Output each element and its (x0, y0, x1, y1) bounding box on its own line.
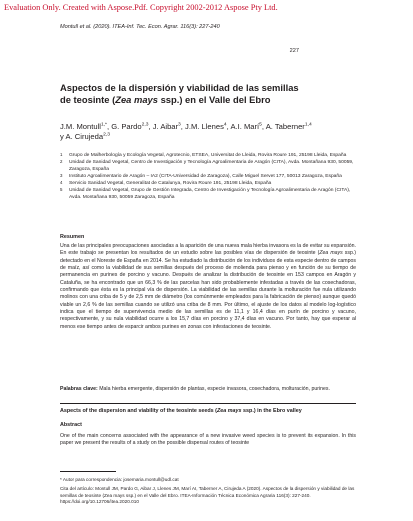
keywords (60, 386, 356, 393)
keywords-text: Mala hierba emergente, dispersión de plantas, especie invasora, cosechadora, molturación, purines. (97, 386, 330, 392)
affiliation-item: 4 Servicio Sanidad Vegetal, Generalitat de Catalunya, Rovira Roure 191, 25198 Lleida, España (60, 180, 272, 186)
author: G. Pardo$^{2,3}$ (111, 122, 149, 131)
author: J.M. Llenes$^4$ (185, 122, 227, 131)
author: A. Cirujeda$^{2,3}$ (65, 131, 110, 141)
page-number: 227 (289, 48, 299, 54)
title-line-2-end: ssp.) en el Valle del Ebro (157, 94, 271, 105)
citation-note: Cita del artículo: Montull JM, Pardo G, Aibar J, Llenes JM, Marí AI, Taberner A, Cirujeda A (2020). Aspectos de la dispersión y viabilidad de las semillas de teosinte (Zea mays ssp.) en el Valle del Ebro. ITEA-Información Técnica Económica Agraria 116(3): 227-240. https://doi.org/10.12706/itea.2020.010 (60, 486, 355, 504)
running-head (60, 24, 356, 54)
title-species: Zea mays (115, 94, 158, 105)
english-title: Aspects of the dispersion and viability of the teosinte seeds (Zea mays ssp.) in the Ebro valley (60, 408, 302, 414)
resumen-heading: Resumen (60, 234, 85, 240)
author: J. Aibar$^3$ (152, 122, 181, 131)
article-title (60, 82, 360, 106)
affiliation-item: 1 Grupo de Malherbología y Ecología Vegetal, Agrotecnio, ETSEA, Universitat de Lleida, Rovira Roure 191, 25198 Lleida, España (60, 152, 347, 158)
author: A.I. Marí$^5$ (230, 122, 262, 131)
keywords-label: Palabras clave: (60, 386, 98, 392)
affiliation-list (60, 152, 360, 201)
evaluation-watermark: Evaluation Only. Created with Aspose.Pdf. Copyright 2002-2012 Aspose Pty Ltd. (4, 3, 278, 12)
corresponding-author-note: * Autor para correspondencia: josemaria.montull@udl.cat (60, 477, 179, 482)
author: J.M. Montull$^{1,*}$ (60, 122, 107, 131)
abstract-heading: Abstract (60, 422, 82, 428)
author: A. Taberner$^{1,4}$ (265, 122, 312, 131)
title-line-1: Aspectos de la dispersión y viabilidad de las semillas (60, 82, 299, 93)
affiliation-item: 5 Unidad de Sanidad Vegetal, Grupo de Gestión Integrada, Centro de Investigación y Tecnología Agroalimentaria de Aragón (CITA), Avda. Montañana 930, 50059 Zaragoza, España (60, 187, 351, 200)
running-head-citation: Montull et al. (2020). ITEA-Inf. Tec. Econ. Agrar. 116(3): 227-240 (60, 24, 220, 30)
footnote-divider (60, 471, 116, 472)
affiliation-item: 3 Instituto Agroalimentario de Aragón – IA2 (CITA-Universidad de Zaragoza), Calle Miguel Servet 177, 50013 Zaragoza, España (60, 173, 342, 179)
section-divider (60, 403, 356, 404)
author-list: J.M. Montull$^{1,*}$, G. Pardo$^{2,3}$, J. Aibar$^3$, J.M. Llenes$^4$, A.I. Marí$^5$, A. Taberner$^{1,4}$ y A. Cirujeda$^{2,3}$ (60, 122, 312, 141)
affiliation-item: 2 Unidad de Sanidad Vegetal, Centro de Investigación y Tecnología Agroalimentaria de Aragón (CITA), Avda. Montañana 930, 50059, Zaragoza, España (60, 159, 354, 172)
abstract-text: One of the main concerns associated with the appearance of a new invasive weed species is to prevent its expansion. In this paper we present the results of a study on the possible dispersal routes of teosinte (60, 433, 356, 447)
resumen-text: Una de las principales preocupaciones asociadas a la aparición de una nueva mala hierba invasora es la de evitar su expansión. En este trabajo se presentan los resultados de un estudio sobre las posibles vías de dispersión de teosinte (Zea mays ssp.) detectado en el Noreste de España en 2014. Se ha estudiado la distribución de los individuos de esta especie dentro de campos de maíz, así como la viabilidad de sus semillas después del proceso de molienda para pienso y en función de su tiempo de permanencia en purines de porcino y vacuno. Después de analizar la distribución de teosinte en 153 campos en Aragón y Cataluña, se ha encontrado que un 66,3 % de las parcelas han sido probablemente infestadas a través de las cosechadoras, confirmando que ésta es la principal vía de dispersión. La viabilidad de las semillas durante la molturación fue nula utilizando molinos con una criba de 5 y de 2,5 mm de diámetro (los comúnmente empleados para la fabricación de pienso) aunque quedó viable un 2,6 % de las semillas cuando se utilizó una criba de 8 mm. Por último, el ajuste de los datos al modelo log-logístico indica que el tiempo de supervivencia medio de las semillas es de 11,1 y 16,4 días en purín de porcino y vacuno, respectivamente, y su nula viabilidad ocurre a los 15,7 días en porcino y 37,4 días en vacuno. Por tanto, hay que esperar al menos ese tiempo antes de esparcir ambos purines en zonas con infestaciones de teosinte. (60, 243, 356, 330)
title-line-2-start: de teosinte ( (60, 94, 116, 105)
